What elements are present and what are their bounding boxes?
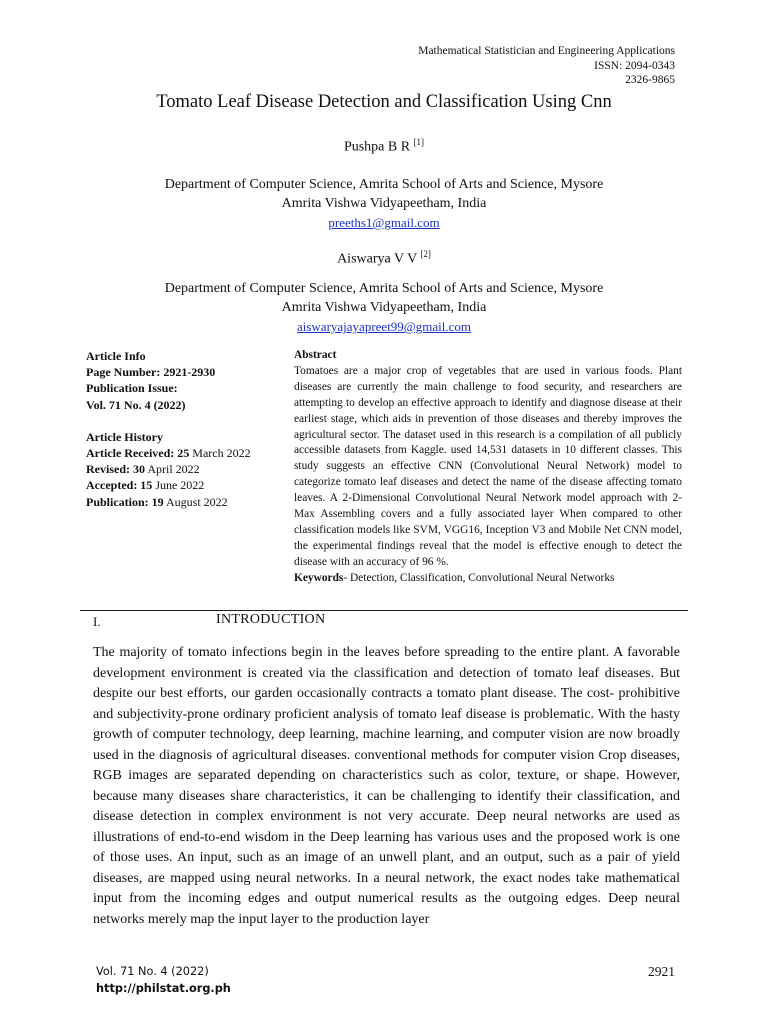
issn-line-1: ISSN: 2094-0343	[594, 59, 675, 72]
abstract-heading: Abstract	[294, 349, 337, 361]
section-number: I.	[93, 614, 101, 629]
author-2-email-line	[0, 319, 768, 335]
author-2-mark: [2]	[420, 249, 431, 259]
author-1-institution: Amrita Vishwa Vidyapeetham, India	[281, 196, 487, 211]
paper-title: Tomato Leaf Disease Detection and Classification Using Cnn	[156, 92, 612, 112]
author-2-department: Department of Computer Science, Amrita School of Arts and Science, Mysore	[164, 281, 604, 296]
author-1-email-link[interactable]: preeths1@gmail.com	[328, 215, 440, 230]
article-history-heading: Article History	[86, 429, 163, 444]
publication-date: Publication: 19 August 2022	[86, 494, 228, 509]
publication-issue-label: Publication Issue:	[86, 381, 178, 396]
author-1-mark: [1]	[413, 137, 425, 147]
abstract-text: Tomatoes are a major crop of vegetables that are used in various foods. Plant diseases are currently the main challenge to food security, and researchers are attempting to develop an effective approach to identify and diagnose disease at their earliest stage, which aids in prevention of those diseases and thereby improves the agricultural sector. The dataset used in this research is a compilation of all publicly accessible datasets from Kaggle. used 14,531 datasets in 10 different classes. This study suggests an effective CNN (Convolutional Neural Network) model to categorize tomato leaf diseases and detect the name of the disease affecting tomato leaves. A 2-Dimensional Convolutional Neural Network model approach with 2-Max Assembling covers and a fully associated layer When compared to other classification models like SVM, VGG16, Inception V3 and Mobile Net CNN model, the experimental findings reveal that the model is effective enough to detect the disease with an accuracy of 96 %.	[294, 364, 682, 568]
footer-info	[96, 964, 231, 997]
author-1-department: Department of Computer Science, Amrita School of Arts and Science, Mysore	[164, 177, 604, 192]
revised-date: Revised: 30 April 2022	[86, 462, 200, 477]
author-2-name-line	[0, 249, 768, 268]
page-number: Page Number: 2921-2930	[86, 365, 216, 380]
introduction-paragraph: The majority of tomato infections begin in the leaves before spreading to the entire plant. A favorable development environment is created via the classification and detection of tomato leaf diseases. But despite our best efforts, our garden occasionally contracts a tomato plant disease. The cost- prohibitive and subjectivity-prone ordinary proficient analysis of tomato leaf disease is problematic. With the hasty growth of computer technology, deep learning, machine learning, and computer vision are now broadly used in the diagnosis of agricultural diseases. conventional methods for computer vision Crop diseases, RGB images are separated depending on characteristics such as color, texture, or shape. However, because many diseases share characteristics, it can be challenging to identify their classification, and disease detection in complex environment is not very accurate. Deep neural networks are used as illustrations of end-to-end wisdom in the Deep learning has various uses and the proposed work is one of those uses. An input, such as an image of an unwell plant, and an output, such as a pair of yield diseases, are mapped using neural networks. In a neural network, the exact nodes take mathematical input from the incoming edges and output numerical results as the outgoing edges. Deep neural networks merely map the input layer to the production layer	[93, 645, 680, 927]
article-info	[86, 348, 286, 510]
journal-name: Mathematical Statistician and Engineering Applications	[418, 45, 675, 57]
author-2-name: Aiswarya V V	[337, 251, 417, 267]
author-2-institution: Amrita Vishwa Vidyapeetham, India	[281, 300, 487, 315]
author-1-email-line	[0, 215, 768, 231]
keywords-line	[294, 571, 682, 587]
section-divider	[80, 610, 688, 611]
accepted-date: Accepted: 15 June 2022	[86, 478, 205, 493]
author-1-name-line	[0, 137, 768, 156]
keywords-label: Keywords	[294, 571, 344, 584]
article-info-heading: Article Info	[86, 349, 146, 363]
abstract-block	[294, 348, 682, 587]
running-header	[418, 44, 675, 88]
keywords-list: - Detection, Classification, Convolutional Neural Networks	[343, 571, 615, 584]
received-date: Article Received: 25 March 2022	[86, 446, 251, 461]
author-1-name: Pushpa B R	[343, 139, 411, 155]
footer-volume: Vol. 71 No. 4 (2022)	[96, 965, 209, 978]
footer-url[interactable]: http://philstat.org.ph	[96, 981, 231, 995]
section-title: INTRODUCTION	[216, 612, 326, 627]
page-number-footer: 2921	[648, 964, 675, 979]
author-2-email-link[interactable]: aiswaryajayapreet99@gmail.com	[296, 319, 472, 334]
volume-info: Vol. 71 No. 4 (2022)	[86, 397, 186, 412]
issn-line-2: 2326-9865	[625, 74, 675, 86]
